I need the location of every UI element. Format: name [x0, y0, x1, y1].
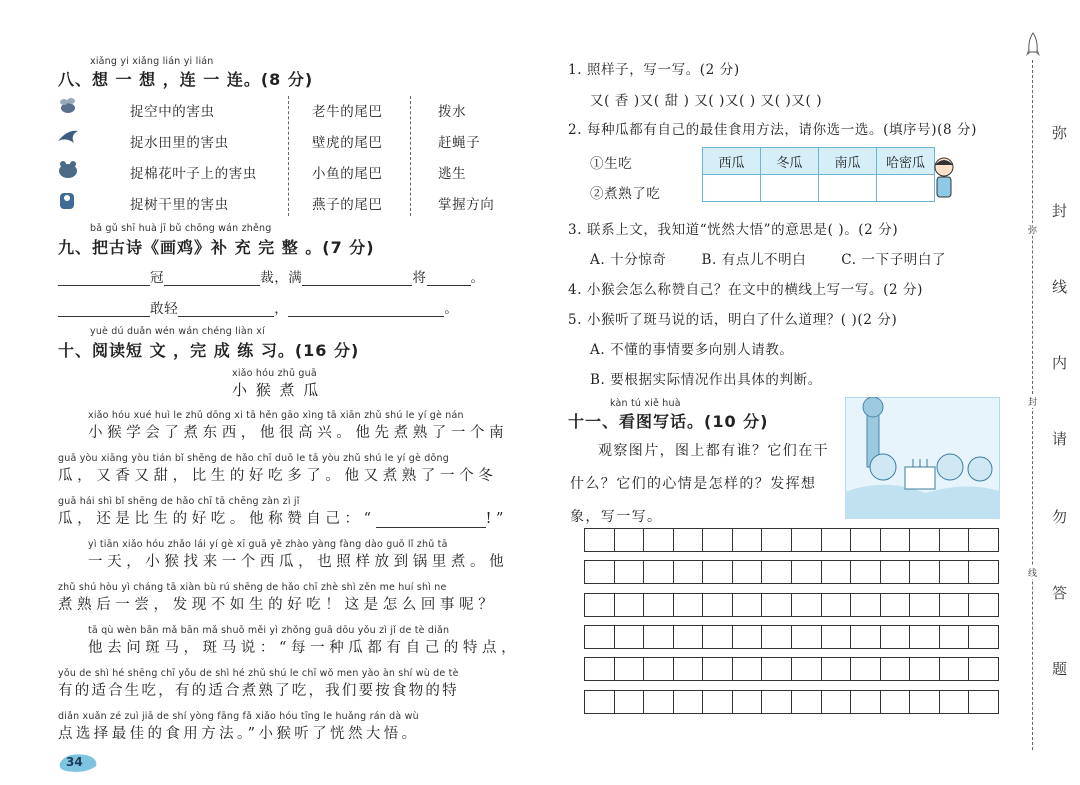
s9-title: 九、把古诗《画鸡》补 充 完 整 。(7 分) — [58, 238, 375, 257]
grid-cell[interactable] — [732, 657, 763, 681]
story-title: 小 猴 煮 瓜 — [232, 381, 321, 399]
story-line — [58, 668, 508, 711]
grid-cell[interactable] — [584, 593, 615, 617]
grid-cell[interactable] — [850, 560, 881, 584]
seal-word: 答 — [1052, 584, 1068, 602]
grid-cell[interactable] — [968, 657, 999, 681]
grid-cell[interactable] — [909, 560, 940, 584]
q5-option-a: A. 不懂的事情要多向别人请教。 — [590, 342, 794, 358]
grid-cell[interactable] — [880, 560, 911, 584]
grid-cell[interactable] — [614, 528, 645, 552]
grid-cell[interactable] — [584, 625, 615, 649]
line-text: 瓜，又香又甜，比生的好吃多了。他又煮熟了一个冬 — [58, 468, 498, 484]
poem-word: 将 — [412, 270, 427, 286]
prompt-line: 象，写一写。 — [570, 509, 663, 525]
grid-cell[interactable] — [821, 560, 852, 584]
seal-small-word: 封 — [1028, 395, 1037, 408]
student-illustration — [930, 155, 958, 203]
seal-word: 内 — [1052, 354, 1068, 372]
line-text: 小猴学会了煮东西，他很高兴。他先煮熟了一个南 — [88, 425, 509, 441]
grid-cell[interactable] — [821, 690, 852, 714]
poem-word: ， — [274, 301, 289, 317]
grid-cell[interactable] — [821, 657, 852, 681]
grid-cell[interactable] — [614, 625, 645, 649]
s8-col2-item: 老牛的尾巴 — [312, 104, 383, 120]
grid-cell[interactable] — [643, 528, 674, 552]
seal-word: 请 — [1052, 430, 1068, 448]
grid-cell[interactable] — [909, 593, 940, 617]
grid-cell[interactable] — [968, 560, 999, 584]
grid-cell[interactable] — [880, 593, 911, 617]
page-number: 34 — [66, 755, 83, 769]
grid-cell[interactable] — [761, 528, 792, 552]
birthday-party-illustration — [845, 397, 1000, 519]
grid-cell[interactable] — [850, 528, 881, 552]
blank[interactable] — [427, 271, 471, 286]
line-text: 他去问斑马，斑马说：“每一种瓜都有自己的特点， — [88, 640, 521, 656]
prompt-line: 什么？它们的心情是怎样的？发挥想 — [570, 476, 817, 492]
line-pinyin: guā yòu xiāng yòu tián bǐ shēng de hǎo chī duō le tā yòu zhǔ shú le yí gè dōng — [58, 453, 449, 464]
grid-cell[interactable] — [791, 560, 822, 584]
grid-cell[interactable] — [939, 625, 970, 649]
grid-cell[interactable] — [584, 690, 615, 714]
grid-cell[interactable] — [643, 657, 674, 681]
seal-word: 弥 — [1052, 124, 1068, 142]
s10-pinyin: yuè dú duǎn wén wán chéng liàn xí — [90, 326, 265, 337]
grid-cell[interactable] — [968, 690, 999, 714]
swallow-icon — [56, 127, 80, 147]
story-line — [58, 625, 521, 668]
blank[interactable] — [58, 271, 150, 286]
grid-cell[interactable] — [614, 593, 645, 617]
grid-cell[interactable] — [673, 690, 704, 714]
line-text: 一天，小猴找来一个西瓜，也照样放到锅里煮。他 — [88, 554, 509, 570]
seal-small-word: 弥 — [1028, 223, 1037, 236]
melon-answer-cell[interactable] — [703, 175, 761, 202]
s11-title: 十一、看图写话。(10 分) — [568, 412, 769, 431]
praise-blank[interactable] — [376, 513, 486, 528]
grid-cell[interactable] — [880, 690, 911, 714]
grid-cell[interactable] — [702, 560, 733, 584]
grid-cell[interactable] — [732, 593, 763, 617]
blank[interactable] — [58, 302, 150, 317]
q3-option: B. 有点儿不明白 — [701, 252, 807, 268]
line-pinyin: guā hái shì bǐ shēng de hǎo chī tā chēng zàn zì jǐ — [58, 496, 300, 507]
q3-title: 3. 联系上文，我知道“恍然大悟”的意思是( )。(2 分) — [568, 222, 899, 238]
s8-col1 — [130, 100, 257, 224]
line-pinyin: yǒu de shì hé shēng chī yǒu de shì hé zhǔ shú le chī wǒ men yào àn shí wù de tè — [58, 668, 459, 679]
grid-cell[interactable] — [643, 690, 674, 714]
grid-cell[interactable] — [909, 528, 940, 552]
grid-cell[interactable] — [909, 625, 940, 649]
poem-word: 。 — [444, 301, 459, 317]
q3-options — [590, 248, 946, 268]
line-pinyin: tā qù wèn bān mǎ bān mǎ shuō měi yì zhǒng guā dōu yǒu zì jǐ de tè diǎn — [88, 625, 450, 636]
grid-cell[interactable] — [939, 560, 970, 584]
s8-col1-item: 捉空中的害虫 — [130, 104, 215, 120]
s8-col3-item: 拨水 — [438, 104, 467, 120]
grid-cell[interactable] — [614, 690, 645, 714]
s8-col1-item: 捉树干里的害虫 — [130, 197, 229, 213]
s8-col3-item: 逃生 — [438, 166, 467, 182]
grid-cell[interactable] — [702, 690, 733, 714]
poem-word: 裁，满 — [260, 270, 303, 286]
grid-cell[interactable] — [702, 593, 733, 617]
grid-cell[interactable] — [584, 657, 615, 681]
story-line — [58, 582, 508, 625]
grid-cell[interactable] — [791, 657, 822, 681]
grid-cell[interactable] — [732, 625, 763, 649]
story-body — [58, 410, 521, 754]
poem-word: 。 — [470, 270, 485, 286]
grid-cell[interactable] — [673, 593, 704, 617]
bee-icon — [56, 96, 80, 116]
grid-cell[interactable] — [850, 657, 881, 681]
poem-word: 冠 — [150, 270, 165, 286]
s11-pinyin: kàn tú xiě huà — [610, 398, 681, 409]
s11-prompt — [570, 435, 829, 534]
s8-pinyin: xiǎng yi xiǎng lián yi lián — [90, 56, 214, 67]
s8-col2 — [312, 100, 383, 224]
divider — [410, 96, 411, 216]
grid-cell[interactable] — [584, 528, 615, 552]
q2-opt2: ②煮熟了吃 — [590, 186, 661, 202]
line-pinyin: zhǔ shú hòu yì cháng tā xiàn bù rú shēng de hǎo chī zhè shì zěn me huí shì ne — [58, 582, 447, 593]
grid-cell[interactable] — [761, 625, 792, 649]
grid-cell[interactable] — [732, 560, 763, 584]
grid-cell[interactable] — [673, 528, 704, 552]
blank[interactable] — [302, 271, 412, 286]
blank[interactable] — [164, 271, 260, 286]
story-title-pinyin: xiǎo hóu zhǔ guā — [232, 368, 317, 379]
grid-cell[interactable] — [850, 690, 881, 714]
grid-cell[interactable] — [880, 528, 911, 552]
grid-cell[interactable] — [880, 657, 911, 681]
s9-pinyin: bǎ gǔ shī huà jī bǔ chōng wán zhěng — [90, 223, 272, 234]
grid-cell[interactable] — [732, 528, 763, 552]
q1-title: 1. 照样子，写一写。(2 分) — [568, 62, 740, 78]
woodpecker-icon — [56, 190, 80, 212]
grid-cell[interactable] — [643, 593, 674, 617]
quote-end: !” — [485, 511, 509, 527]
story-line — [58, 496, 508, 539]
grid-cell[interactable] — [673, 560, 704, 584]
s8-col1-item: 捉棉花叶子上的害虫 — [130, 166, 257, 182]
melon-header: 南瓜 — [819, 148, 877, 175]
line-text: 有的适合生吃，有的适合煮熟了吃，我们要按食物的特 — [58, 683, 459, 699]
s8-col1-item: 捉水田里的害虫 — [130, 135, 229, 151]
melon-header: 冬瓜 — [761, 148, 819, 175]
q5-title: 5. 小猴听了斑马说的话，明白了什么道理？( )(2 分) — [568, 312, 898, 328]
grid-cell[interactable] — [702, 625, 733, 649]
grid-cell[interactable] — [968, 625, 999, 649]
grid-cell[interactable] — [939, 657, 970, 681]
grid-cell[interactable] — [732, 690, 763, 714]
grid-cell[interactable] — [702, 657, 733, 681]
grid-cell[interactable] — [673, 657, 704, 681]
grid-cell[interactable] — [791, 528, 822, 552]
seal-word: 勿 — [1052, 508, 1068, 526]
grid-cell[interactable] — [614, 560, 645, 584]
seal-small-word: 线 — [1028, 566, 1037, 579]
line-pinyin: diǎn xuǎn zé zuì jiā de shí yòng fāng fǎ xiǎo hóu tīng le huǎng rán dà wù — [58, 711, 419, 722]
grid-cell[interactable] — [761, 690, 792, 714]
grid-cell[interactable] — [880, 625, 911, 649]
grid-cell[interactable] — [821, 528, 852, 552]
rocket-icon — [1026, 32, 1040, 60]
line-text: 瓜，还是比生的好吃。他称赞自己：“ — [58, 511, 376, 527]
grid-cell[interactable] — [909, 657, 940, 681]
grid-cell[interactable] — [821, 625, 852, 649]
grid-cell[interactable] — [791, 690, 822, 714]
grid-cell[interactable] — [939, 528, 970, 552]
grid-cell[interactable] — [939, 690, 970, 714]
seal-word: 线 — [1052, 278, 1068, 296]
grid-cell[interactable] — [850, 625, 881, 649]
s8-col2-item: 小鱼的尾巴 — [312, 166, 383, 182]
grid-cell[interactable] — [850, 593, 881, 617]
story-line — [58, 539, 508, 582]
q3-option: C. 一下子明白了 — [841, 252, 947, 268]
s8-title: 八、想 一 想 ，连 一 连。(8 分) — [58, 70, 314, 89]
blank[interactable] — [288, 302, 444, 317]
q2-opt1: ①生吃 — [590, 156, 633, 172]
q4-title: 4. 小猴会怎么称赞自己？在文中的横线上写一写。(2 分) — [568, 282, 923, 298]
grid-cell[interactable] — [968, 528, 999, 552]
melon-header: 哈密瓜 — [877, 148, 935, 175]
s8-col3 — [438, 100, 494, 224]
grid-cell[interactable] — [791, 593, 822, 617]
line-pinyin: xiǎo hóu xué huì le zhǔ dōng xi tā hěn gāo xìng tā xiān zhǔ shú le yí gè nán — [88, 410, 464, 421]
melon-answer-cell[interactable] — [819, 175, 877, 202]
seal-word: 封 — [1052, 202, 1068, 220]
melon-answer-cell[interactable] — [877, 175, 935, 202]
q5-option-b: B. 要根据实际情况作出具体的判断。 — [590, 372, 822, 388]
blank[interactable] — [178, 302, 274, 317]
grid-cell[interactable] — [761, 657, 792, 681]
poem-line-1 — [58, 266, 485, 286]
s8-col3-item: 掌握方向 — [438, 197, 495, 213]
frog-icon — [56, 158, 80, 180]
grid-cell[interactable] — [614, 657, 645, 681]
grid-cell[interactable] — [821, 593, 852, 617]
melon-table — [702, 147, 935, 202]
seal-word: 题 — [1052, 660, 1068, 678]
q1-answer: 又( 香 )又( 甜 ) 又( )又( ) 又( )又( ) — [590, 93, 823, 109]
grid-cell[interactable] — [909, 690, 940, 714]
melon-answer-cell[interactable] — [761, 175, 819, 202]
grid-cell[interactable] — [761, 560, 792, 584]
grid-cell[interactable] — [643, 625, 674, 649]
melon-header: 西瓜 — [703, 148, 761, 175]
line-text: 煮熟后一尝，发现不如生的好吃！这是怎么回事呢？ — [58, 597, 498, 613]
grid-cell[interactable] — [643, 560, 674, 584]
grid-cell[interactable] — [791, 625, 822, 649]
prompt-line: 观察图片，图上都有谁？它们在干 — [598, 443, 829, 459]
s8-col3-item: 赶蝇子 — [438, 135, 481, 151]
divider — [288, 96, 289, 216]
story-line — [58, 711, 508, 754]
grid-cell[interactable] — [584, 560, 615, 584]
s8-col2-item: 壁虎的尾巴 — [312, 135, 383, 151]
grid-cell[interactable] — [939, 593, 970, 617]
q3-option: A. 十分惊奇 — [590, 252, 667, 268]
story-line — [58, 453, 508, 496]
grid-cell[interactable] — [702, 528, 733, 552]
grid-cell[interactable] — [968, 593, 999, 617]
s8-col2-item: 燕子的尾巴 — [312, 197, 383, 213]
line-text: 点选择最佳的食用方法。”小猴听了恍然大悟。 — [58, 726, 420, 742]
s10-title: 十、阅读短 文 ，完 成 练 习。(16 分) — [58, 341, 360, 360]
writing-grid[interactable] — [584, 528, 998, 722]
story-line — [58, 410, 508, 453]
poem-line-2 — [58, 297, 458, 317]
line-pinyin: yì tiān xiǎo hóu zhǎo lái yí gè xī guā yě zhào yàng fàng dào guō lǐ zhǔ tā — [88, 539, 448, 550]
grid-cell[interactable] — [673, 625, 704, 649]
poem-word: 敢轻 — [150, 301, 179, 317]
q2-title: 2. 每种瓜都有自己的最佳食用方法，请你选一选。(填序号)(8 分) — [568, 122, 978, 138]
grid-cell[interactable] — [761, 593, 792, 617]
